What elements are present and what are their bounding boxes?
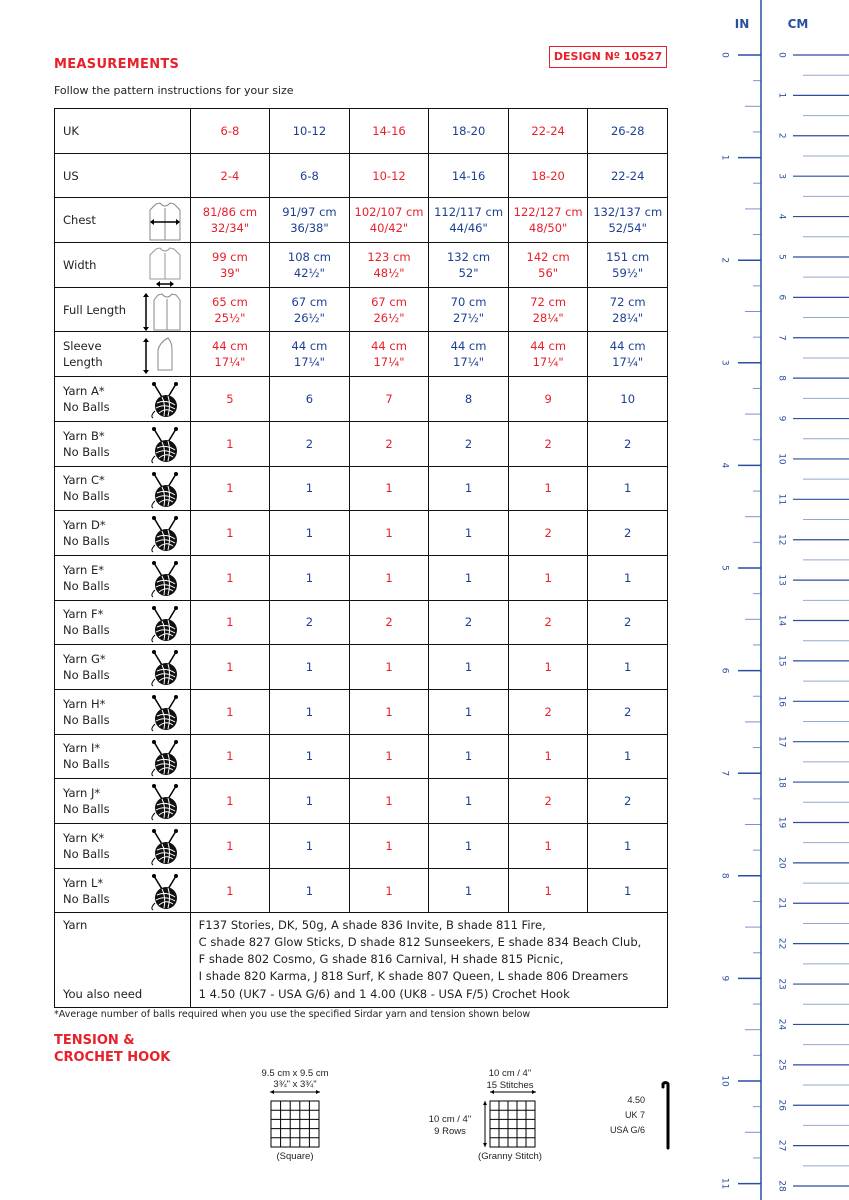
subtitle: Follow the pattern instructions for your size: [54, 84, 294, 97]
size-value-cell: 1: [588, 645, 668, 690]
row-label: UK: [63, 123, 79, 138]
size-value-cell: 132 cm 52": [429, 243, 509, 288]
size-value-cell: 6: [270, 377, 350, 422]
size-value-cell: 132/137 cm 52/54": [588, 198, 668, 243]
table-row: [55, 689, 668, 734]
inch-number: 10: [719, 1075, 730, 1087]
granny-stitches: 15 Stitches: [486, 1080, 534, 1091]
size-value-cell: 1: [270, 734, 350, 779]
size-value-cell: 1: [190, 421, 270, 466]
yarn-ball-icon: [148, 426, 182, 468]
size-value-cell: 99 cm 39": [190, 243, 270, 288]
square-swatch-grid-icon: [268, 1088, 324, 1150]
row-label-cell: [55, 824, 191, 869]
size-value-cell: 1: [508, 645, 588, 690]
size-value-cell: 1: [190, 734, 270, 779]
row-label-cell: [55, 377, 191, 422]
size-value-cell: 2: [588, 511, 668, 556]
row-label: Yarn C* No Balls: [63, 473, 110, 504]
size-value-cell: 2: [508, 600, 588, 645]
size-value-cell: 1: [349, 555, 429, 600]
hook-uk: UK 7: [624, 1110, 645, 1120]
cm-label: CM: [787, 17, 809, 31]
size-value-cell: 14-16: [349, 109, 429, 154]
size-value-cell: 9: [508, 377, 588, 422]
row-label-cell: [55, 555, 191, 600]
size-value-cell: 1: [429, 824, 509, 869]
size-value-cell: 1: [190, 645, 270, 690]
cm-number: 16: [776, 695, 787, 708]
yarn-ball-icon: [148, 873, 182, 915]
size-value-cell: 1: [270, 824, 350, 869]
measurements-table: [54, 108, 668, 1008]
size-value-cell: 1: [429, 868, 509, 913]
size-value-cell: 1: [270, 511, 350, 556]
row-label: Yarn K* No Balls: [63, 830, 110, 861]
row-label: Yarn E* No Balls: [63, 562, 110, 593]
size-value-cell: 2: [508, 511, 588, 556]
yarn-line: F137 Stories, DK, 50g, A shade 836 Invite, B shade 811 Fire,: [198, 918, 546, 933]
row-label: Yarn F* No Balls: [63, 607, 110, 638]
yarn-ball-icon: [148, 694, 182, 736]
size-value-cell: 1: [190, 868, 270, 913]
size-value-cell: 1: [588, 868, 668, 913]
yarn-line: F shade 802 Cosmo, G shade 816 Carnival, H shade 815 Picnic,: [198, 952, 564, 967]
row-label-cell: [55, 779, 191, 824]
size-value-cell: 70 cm 27½": [429, 287, 509, 332]
size-value-cell: 1: [349, 466, 429, 511]
cm-number: 28: [776, 1180, 787, 1192]
table-row: [55, 421, 668, 466]
size-value-cell: 1: [588, 555, 668, 600]
size-value-cell: 1: [270, 868, 350, 913]
inch-number: 2: [719, 257, 730, 264]
size-value-cell: 2: [508, 421, 588, 466]
size-value-cell: 18-20: [508, 153, 588, 198]
yarn-ball-icon: [148, 560, 182, 602]
row-label-cell: [55, 287, 191, 332]
cm-number: 26: [776, 1099, 787, 1111]
table-row: [55, 734, 668, 779]
square-size-cm: 9.5 cm x 9.5 cm: [261, 1068, 329, 1079]
size-value-cell: 151 cm 59½": [588, 243, 668, 288]
row-label-cell: [55, 109, 191, 154]
square-caption: (Square): [276, 1151, 314, 1162]
yarn-row: [55, 913, 668, 1008]
cm-number: 23: [776, 978, 787, 990]
size-value-cell: 1: [429, 511, 509, 556]
table-row: [55, 511, 668, 556]
granny-height: 10 cm / 4": [428, 1114, 472, 1125]
cm-number: 12: [776, 533, 787, 546]
row-label-cell: [55, 466, 191, 511]
row-label: Yarn B* No Balls: [63, 428, 110, 459]
table-row: [55, 198, 668, 243]
size-value-cell: 67 cm 26½": [349, 287, 429, 332]
cm-number: 0: [776, 52, 787, 58]
cm-number: 7: [776, 334, 787, 341]
row-label-cell: [55, 868, 191, 913]
size-value-cell: 67 cm 26½": [270, 287, 350, 332]
yarn-ball-icon: [148, 783, 182, 825]
size-value-cell: 18-20: [429, 109, 509, 154]
size-value-cell: 122/127 cm 48/50": [508, 198, 588, 243]
size-value-cell: 1: [349, 734, 429, 779]
cm-number: 24: [776, 1018, 787, 1031]
crochet-hook-icon: [660, 1078, 674, 1150]
size-value-cell: 1: [349, 689, 429, 734]
table-row: [55, 645, 668, 690]
yarn-label: Yarn: [63, 918, 88, 933]
row-label-cell: [55, 243, 191, 288]
size-value-cell: 26-28: [588, 109, 668, 154]
length-garment-icon: [142, 292, 182, 336]
cm-number: 3: [776, 173, 787, 180]
size-value-cell: 1: [429, 779, 509, 824]
footnote: *Average number of balls required when you use the specified Sirdar yarn and tension shown below: [54, 1009, 531, 1020]
size-value-cell: 2-4: [190, 153, 270, 198]
size-value-cell: 44 cm 17¼": [429, 332, 509, 377]
size-value-cell: 1: [508, 824, 588, 869]
size-value-cell: 2: [429, 600, 509, 645]
cm-number: 10: [776, 453, 787, 465]
yarn-ball-icon: [148, 649, 182, 691]
granny-caption: (Granny Stitch): [478, 1151, 542, 1162]
cm-number: 25: [776, 1059, 787, 1071]
yarn-line: I shade 820 Karma, J 818 Surf, K shade 807 Queen, L shade 806 Dreamers: [198, 969, 629, 984]
table-row: [55, 466, 668, 511]
size-value-cell: 6-8: [190, 109, 270, 154]
size-value-cell: 1: [270, 555, 350, 600]
size-value-cell: 1: [429, 645, 509, 690]
row-label: US: [63, 168, 79, 183]
size-value-cell: 1: [429, 555, 509, 600]
size-value-cell: 2: [508, 779, 588, 824]
size-value-cell: 108 cm 42½": [270, 243, 350, 288]
row-label: Yarn L* No Balls: [63, 875, 110, 906]
inch-number: 3: [719, 359, 730, 366]
row-label-cell: [55, 734, 191, 779]
cm-number: 11: [776, 493, 787, 506]
size-value-cell: 1: [190, 779, 270, 824]
row-label-cell: [55, 421, 191, 466]
design-number: DESIGN Nº 10527: [549, 46, 667, 68]
size-value-cell: 14-16: [429, 153, 509, 198]
yarn-ball-icon: [148, 739, 182, 781]
cm-number: 2: [776, 132, 787, 139]
cm-number: 21: [776, 897, 787, 909]
size-value-cell: 7: [349, 377, 429, 422]
also-need-text: 1 4.50 (UK7 - USA G/6) and 1 4.00 (UK8 - USA F/5) Crochet Hook: [198, 987, 570, 1002]
tension-title: TENSION &: [54, 1033, 135, 1048]
table-row: [55, 287, 668, 332]
size-value-cell: 44 cm 17¼": [349, 332, 429, 377]
size-value-cell: 1: [588, 824, 668, 869]
size-value-cell: 1: [508, 555, 588, 600]
size-value-cell: 1: [349, 511, 429, 556]
row-label: Yarn I* No Balls: [63, 741, 110, 772]
size-value-cell: 2: [270, 421, 350, 466]
cm-number: 14: [776, 614, 787, 627]
hook-usa: USA G/6: [609, 1125, 645, 1135]
ruler: [700, 0, 849, 1200]
hook-size: 4.50: [627, 1095, 645, 1105]
size-value-cell: 1: [190, 466, 270, 511]
size-value-cell: 10-12: [349, 153, 429, 198]
size-value-cell: 44 cm 17¼": [270, 332, 350, 377]
size-value-cell: 1: [508, 868, 588, 913]
size-value-cell: 72 cm 28¼": [588, 287, 668, 332]
row-label: Chest: [63, 213, 96, 228]
row-label-cell: [55, 511, 191, 556]
inch-number: 6: [719, 667, 730, 674]
chest-garment-icon: [148, 202, 182, 246]
size-value-cell: 1: [270, 645, 350, 690]
row-label: Yarn H* No Balls: [63, 696, 110, 727]
cm-number: 9: [776, 415, 787, 422]
yarn-details-cell: [190, 913, 667, 1008]
table-row: [55, 868, 668, 913]
inch-number: 5: [719, 565, 730, 571]
size-value-cell: 1: [588, 466, 668, 511]
row-label-cell: [55, 153, 191, 198]
cm-number: 17: [776, 735, 787, 748]
cm-number: 8: [776, 375, 787, 382]
cm-number: 5: [776, 254, 787, 260]
row-label-cell: [55, 689, 191, 734]
size-value-cell: 1: [349, 824, 429, 869]
table-row: [55, 332, 668, 377]
granny-rows: 9 Rows: [434, 1126, 466, 1137]
size-value-cell: 1: [270, 689, 350, 734]
inch-number: 1: [719, 154, 730, 161]
size-value-cell: 2: [349, 600, 429, 645]
size-value-cell: 8: [429, 377, 509, 422]
size-value-cell: 10: [588, 377, 668, 422]
size-value-cell: 44 cm 17¼": [190, 332, 270, 377]
size-value-cell: 2: [349, 421, 429, 466]
size-value-cell: 81/86 cm 32/34": [190, 198, 270, 243]
yarn-ball-icon: [148, 515, 182, 557]
size-value-cell: 1: [190, 555, 270, 600]
yarn-ball-icon: [148, 381, 182, 423]
tension-heading: [54, 1032, 170, 1066]
size-value-cell: 5: [190, 377, 270, 422]
size-value-cell: 72 cm 28¼": [508, 287, 588, 332]
inch-number: 0: [719, 52, 730, 58]
cm-number: 1: [776, 92, 787, 99]
width-garment-icon: [148, 247, 182, 291]
row-label: Full Length: [63, 302, 126, 317]
inch-number: 8: [719, 872, 730, 879]
table-row: [55, 243, 668, 288]
size-value-cell: 1: [190, 689, 270, 734]
size-value-cell: 65 cm 25½": [190, 287, 270, 332]
inch-number: 7: [719, 770, 730, 777]
page-title: MEASUREMENTS: [54, 57, 180, 72]
hook-title: CROCHET HOOK: [54, 1050, 171, 1065]
size-value-cell: 2: [588, 779, 668, 824]
size-value-cell: 1: [190, 824, 270, 869]
inch-number: 9: [719, 975, 730, 982]
size-value-cell: 2: [588, 600, 668, 645]
size-value-cell: 2: [588, 421, 668, 466]
cm-number: 13: [776, 574, 787, 586]
table-row: [55, 109, 668, 154]
row-label: Yarn G* No Balls: [63, 652, 110, 683]
size-value-cell: 1: [429, 734, 509, 779]
size-value-cell: 1: [270, 779, 350, 824]
size-value-cell: 102/107 cm 40/42": [349, 198, 429, 243]
row-label-cell: [55, 332, 191, 377]
size-value-cell: 1: [190, 511, 270, 556]
table-row: [55, 779, 668, 824]
size-value-cell: 6-8: [270, 153, 350, 198]
size-value-cell: 1: [349, 645, 429, 690]
size-value-cell: 1: [349, 868, 429, 913]
table-row: [55, 377, 668, 422]
row-label-cell: [55, 600, 191, 645]
size-value-cell: 2: [429, 421, 509, 466]
size-value-cell: 1: [429, 466, 509, 511]
yarn-line: C shade 827 Glow Sticks, D shade 812 Sunseekers, E shade 834 Beach Club,: [198, 935, 642, 950]
row-label: Yarn D* No Balls: [63, 518, 110, 549]
table-row: [55, 555, 668, 600]
cm-number: 18: [776, 776, 787, 788]
yarn-label-cell: [55, 913, 191, 1008]
cm-number: 27: [776, 1139, 787, 1152]
yarn-ball-icon: [148, 828, 182, 870]
row-label-cell: [55, 198, 191, 243]
size-value-cell: 1: [349, 779, 429, 824]
cm-number: 4: [776, 213, 787, 220]
size-value-cell: 123 cm 48½": [349, 243, 429, 288]
size-value-cell: 2: [588, 689, 668, 734]
size-value-cell: 142 cm 56": [508, 243, 588, 288]
size-value-cell: 1: [190, 600, 270, 645]
cm-number: 15: [776, 655, 787, 667]
row-label: Yarn A* No Balls: [63, 383, 110, 414]
row-label: Width: [63, 257, 97, 272]
inch-number: 11: [719, 1177, 730, 1190]
yarn-ball-icon: [148, 471, 182, 513]
table-row: [55, 824, 668, 869]
cm-number: 22: [776, 937, 787, 950]
inch-number: 4: [719, 462, 730, 469]
size-value-cell: 22-24: [508, 109, 588, 154]
size-value-cell: 44 cm 17¼": [588, 332, 668, 377]
table-row: [55, 153, 668, 198]
granny-swatch-grid-icon: [480, 1088, 540, 1150]
size-value-cell: 2: [270, 600, 350, 645]
size-value-cell: 22-24: [588, 153, 668, 198]
size-value-cell: 112/117 cm 44/46": [429, 198, 509, 243]
size-value-cell: 1: [508, 466, 588, 511]
sleeve-icon: [142, 336, 182, 380]
size-value-cell: 1: [429, 689, 509, 734]
size-value-cell: 1: [270, 466, 350, 511]
size-value-cell: 1: [588, 734, 668, 779]
granny-width: 10 cm / 4": [488, 1068, 532, 1079]
table-row: [55, 600, 668, 645]
row-label: Yarn J* No Balls: [63, 786, 110, 817]
cm-number: 20: [776, 857, 787, 869]
size-value-cell: 2: [508, 689, 588, 734]
cm-number: 6: [776, 294, 787, 301]
size-value-cell: 1: [508, 734, 588, 779]
also-need-label: You also need: [63, 987, 143, 1002]
square-size-in: 3¾" x 3¾": [273, 1079, 317, 1090]
size-value-cell: 10-12: [270, 109, 350, 154]
inch-label: IN: [734, 17, 750, 31]
size-value-cell: 91/97 cm 36/38": [270, 198, 350, 243]
yarn-ball-icon: [148, 605, 182, 647]
row-label: Sleeve Length: [63, 339, 103, 370]
row-label-cell: [55, 645, 191, 690]
cm-number: 19: [776, 816, 787, 829]
size-value-cell: 44 cm 17¼": [508, 332, 588, 377]
